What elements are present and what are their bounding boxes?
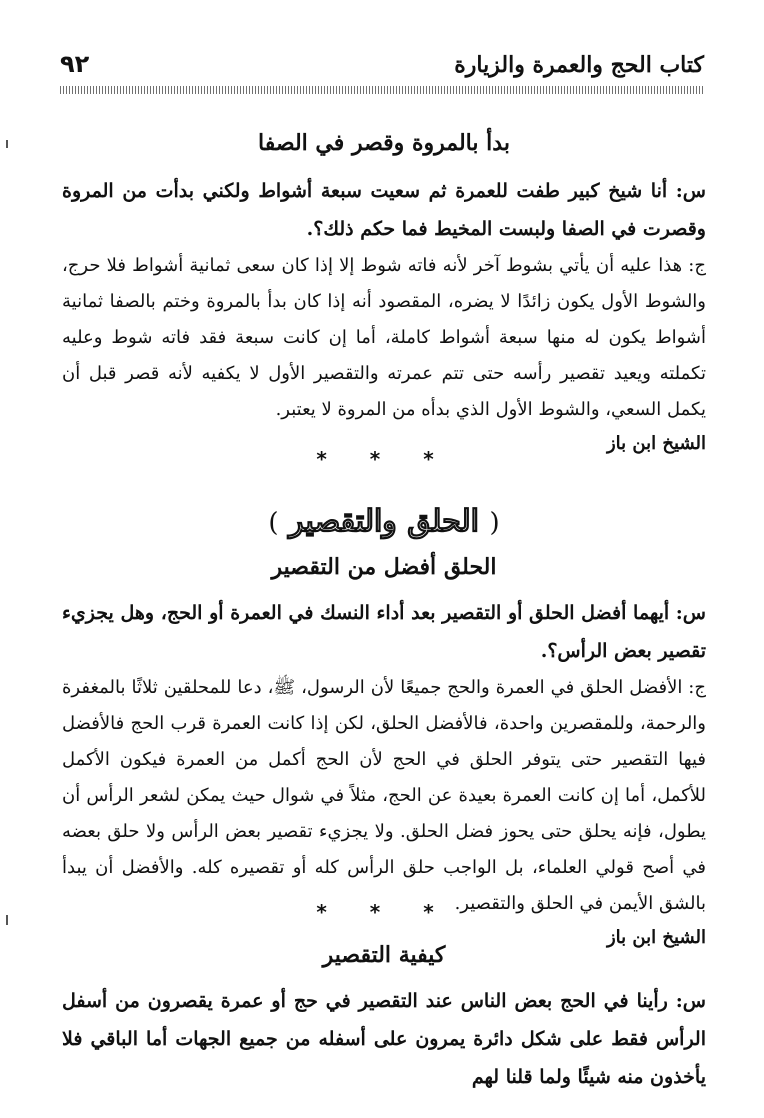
qa-block-1 <box>62 172 706 460</box>
section-shaving-better <box>62 552 706 582</box>
page-number: ٩٢ <box>60 50 90 78</box>
book-title: كتاب الحج والعمرة والزيارة <box>454 52 704 78</box>
separator-stars: * * * <box>316 900 452 924</box>
scan-margin-mark <box>6 140 8 148</box>
section-start-marwa <box>62 128 706 158</box>
section-title: بدأ بالمروة وقصر في الصفا <box>258 130 510 156</box>
chapter-banner <box>62 502 706 543</box>
author-attribution: الشيخ ابن باز <box>606 433 706 454</box>
question-text: س: أنا شيخ كبير طفت للعمرة ثم سعيت سبعة أشواط ولكني بدأت من المروة وقصرت في الصفا ولبست المخيط فما حكم ذلك؟. <box>62 180 706 240</box>
scan-margin-mark <box>6 915 8 925</box>
qa-block-3 <box>62 982 706 1096</box>
banner-text: الحلق والتقصير <box>288 504 480 539</box>
author-attribution: الشيخ ابن باز <box>606 927 706 948</box>
section-how-to-shorten <box>62 940 706 970</box>
header-rule <box>60 86 704 94</box>
page-header <box>60 50 704 84</box>
section-title: كيفية التقصير <box>322 942 446 968</box>
answer-text: ج: هذا عليه أن يأتي بشوط آخر لأنه فاته شوط إلا إذا كان سعى ثمانية أشواط فلا حرج، والشوط الأول يكون زائدًا لا يضره، المقصود أنه إذا كان بدأ بالمروة وختم بالصفا ثمانية أشواط يكون له منها سبعة أشواط كاملة، أما إن كانت سبعة فقد فاته شوط وعليه تكملته ويعيد تقصير رأسه حتى تتم عمرته والتقصير الأول لا يكفيه لأنه قصر قبل أن يكمل السعي، والشوط الأول الذي بدأه من المروة لا يعتبر. <box>62 255 706 420</box>
answer-text: ج: الأفضل الحلق في العمرة والحج جميعًا لأن الرسول، ﷺ، دعا للمحلقين ثلاثًا بالمغفرة والرحمة، وللمقصرين واحدة، فالأفضل الحلق، لكن إذا كانت العمرة قرب الحج فالأفضل فيها التقصير حتى يتوفر الحلق في الحج لأن الحج أكمل من العمرة فيكون الأكمل للأكمل، أما إن كانت العمرة بعيدة عن الحج، مثلاً في شوال حيث يمكن لشعر الرأس أن يطول، فإنه يحلق حتى يحوز فضل الحلق. ولا يجزيء تقصير بعض الرأس ولا حلق بعضه في أصح قولي العلماء، بل الواجب حلق الرأس كله أو تقصيره كله. والأفضل أن يبدأ بالشق الأيمن في الحلق والتقصير. <box>62 677 706 914</box>
question-text: س: أيهما أفضل الحلق أو التقصير بعد أداء النسك في العمرة أو الحج، وهل يجزيء تقصير بعض الرأس؟. <box>62 602 706 662</box>
banner-close-paren: ) <box>268 508 279 538</box>
section-title: الحلق أفضل من التقصير <box>271 554 497 580</box>
banner-open-paren: ( <box>489 508 500 538</box>
separator-stars: * * * <box>316 447 452 471</box>
question-text: س: رأينا في الحج بعض الناس عند التقصير في حج أو عمرة يقصرون من أسفل الرأس فقط على شكل دائرة يمرون على أسفله من جميع الجهات أما الباقي فلا يأخذون منه شيئًا ولما قلنا لهم <box>62 990 706 1088</box>
